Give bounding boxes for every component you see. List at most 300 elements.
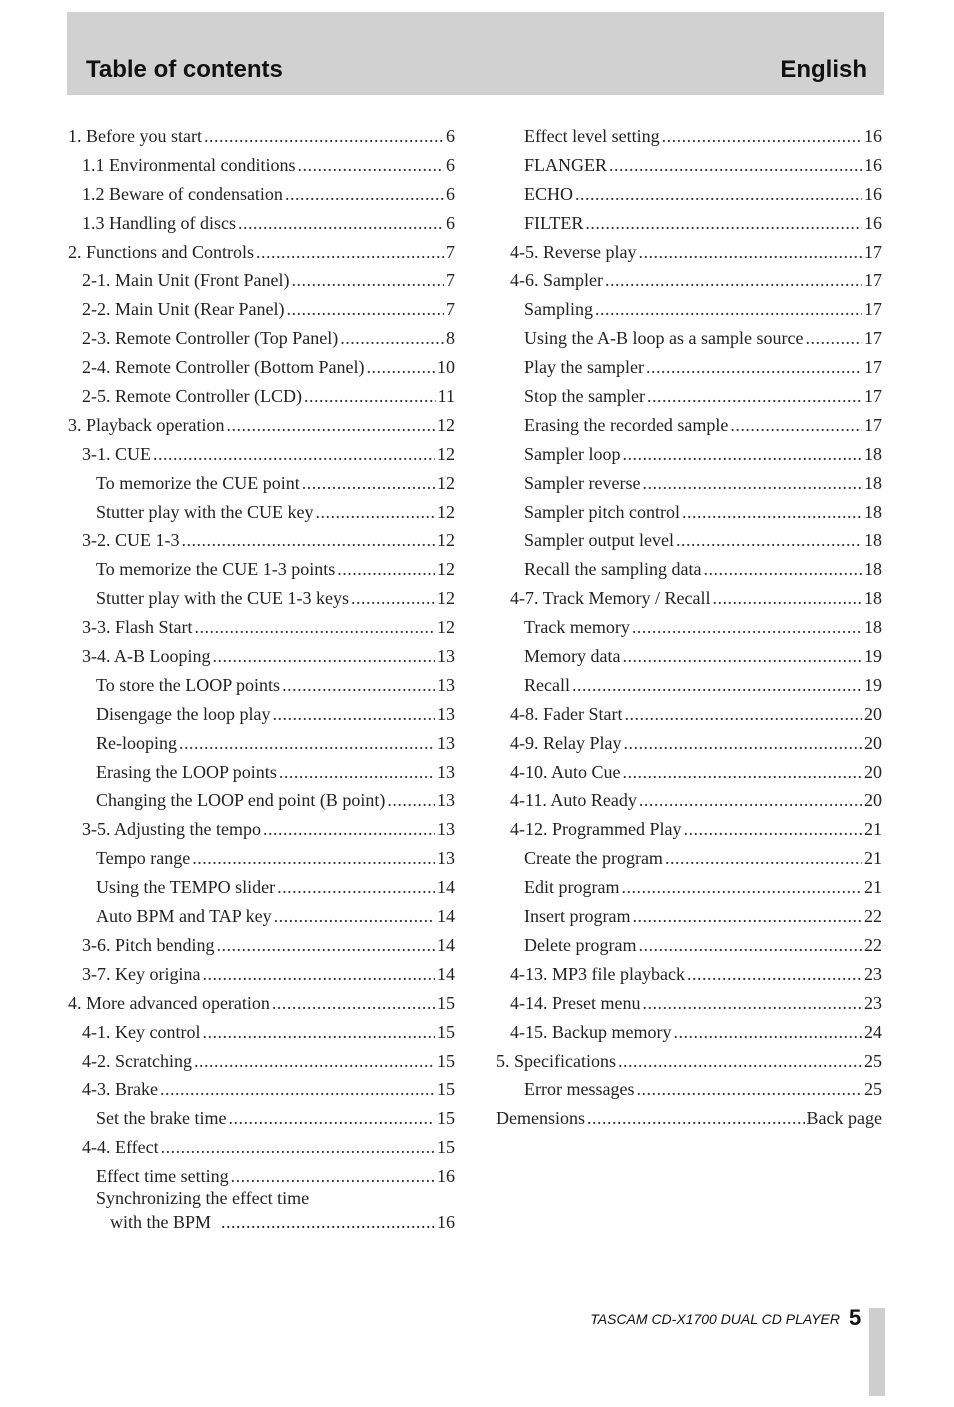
toc-entry-title: 1.3 Handling of discs	[82, 212, 236, 233]
toc-entry[interactable]	[496, 151, 882, 180]
toc-entry-page: 17	[864, 414, 882, 435]
toc-entry[interactable]	[496, 989, 882, 1018]
toc-entry[interactable]	[496, 931, 882, 960]
dot-leader	[366, 353, 435, 382]
toc-entry[interactable]	[68, 353, 455, 382]
toc-entry-page: 17	[864, 270, 882, 291]
toc-entry[interactable]	[496, 209, 882, 238]
toc-entry-title: 4-1. Key control	[82, 1021, 201, 1042]
toc-entry-title: Re-looping	[96, 732, 177, 753]
toc-entry-page: 20	[864, 790, 882, 811]
toc-entry-title: To memorize the CUE point	[96, 472, 300, 493]
toc-entry-title: Changing the LOOP end point (B point)	[96, 790, 386, 811]
toc-entry-page: 12	[437, 559, 455, 580]
toc-entry-title: Disengage the loop play	[96, 703, 271, 724]
dot-leader	[636, 1075, 862, 1104]
toc-entry-page: 14	[437, 877, 455, 898]
footer-product-name: TASCAM CD-X1700 DUAL CD PLAYER	[590, 1311, 840, 1327]
toc-entry-page: 22	[864, 906, 882, 927]
toc-entry-page: 13	[437, 646, 455, 667]
toc-entry-page: 13	[437, 732, 455, 753]
toc-entry[interactable]	[496, 555, 882, 584]
toc-entry-title: Stop the sampler	[524, 386, 645, 407]
toc-entry-page: 20	[864, 703, 882, 724]
dot-leader	[623, 729, 862, 758]
toc-entry-page: 16	[864, 154, 882, 175]
dot-leader	[351, 584, 435, 613]
toc-entry[interactable]	[496, 1018, 882, 1047]
dot-leader	[642, 469, 862, 498]
toc-entry-page: 13	[437, 848, 455, 869]
toc-entry-title: Demensions	[496, 1108, 585, 1129]
dot-leader	[202, 960, 435, 989]
toc-entry-page: 17	[864, 357, 882, 378]
toc-entry-page: 16	[864, 212, 882, 233]
toc-entry-title: 4. More advanced operation	[68, 992, 270, 1013]
toc-entry[interactable]	[496, 729, 882, 758]
dot-leader	[623, 440, 863, 469]
toc-entry-title: 4-10. Auto Cue	[510, 761, 621, 782]
toc-entry[interactable]	[496, 758, 882, 787]
dot-leader	[575, 180, 862, 209]
toc-entry-title: Erasing the recorded sample	[524, 414, 729, 435]
toc-entry-title: 1.2 Beware of condensation	[82, 183, 283, 204]
toc-entry-title: 4-8. Fader Start	[510, 703, 623, 724]
toc-entry-title: 4-2. Scratching	[82, 1050, 192, 1071]
header-bar	[67, 12, 884, 95]
toc-entry-page: 13	[437, 819, 455, 840]
dot-leader	[272, 700, 435, 729]
toc-entry-page: 16	[437, 1166, 455, 1187]
dot-leader	[623, 758, 863, 787]
toc-entry-page: 16	[437, 1211, 455, 1232]
toc-entry-title: Sampler output level	[524, 530, 674, 551]
toc-entry-page: 15	[437, 1079, 455, 1100]
toc-entry[interactable]	[68, 1133, 455, 1162]
dot-leader	[646, 353, 862, 382]
dot-leader	[213, 642, 436, 671]
dot-leader	[179, 729, 435, 758]
toc-entry-page: 21	[864, 819, 882, 840]
toc-entry[interactable]	[68, 729, 455, 758]
toc-entry-title: 1.1 Environmental conditions	[82, 154, 296, 175]
toc-entry-page: 18	[864, 443, 882, 464]
toc-entry-title: 3-6. Pitch bending	[82, 934, 215, 955]
toc-entry-page: 23	[864, 963, 882, 984]
toc-entry-title: Create the program	[524, 848, 663, 869]
toc-entry-page: 13	[437, 703, 455, 724]
toc-entry-page: 21	[864, 877, 882, 898]
toc-entry-title: Recall the sampling data	[524, 559, 702, 580]
dot-leader	[226, 411, 435, 440]
dot-leader	[683, 815, 862, 844]
toc-entry-page: 18	[864, 588, 882, 609]
toc-entry-page: 24	[864, 1021, 882, 1042]
dot-leader	[297, 151, 444, 180]
toc-entry[interactable]	[68, 671, 455, 700]
toc-entry-title: Edit program	[524, 877, 620, 898]
page-number: 5	[849, 1305, 862, 1330]
toc-entry-title: 3-2. CUE 1-3	[82, 530, 180, 551]
toc-entry-page: 21	[864, 848, 882, 869]
toc-entry[interactable]	[68, 786, 455, 815]
dot-leader	[238, 209, 444, 238]
dot-leader	[632, 902, 862, 931]
toc-entry[interactable]	[68, 180, 455, 209]
toc-entry-title: 3. Playback operation	[68, 414, 225, 435]
toc-entry-title: 4-3. Brake	[82, 1079, 158, 1100]
toc-entry-line	[68, 1209, 455, 1235]
toc-entry[interactable]	[496, 815, 882, 844]
toc-entry-title: 4-7. Track Memory / Recall	[510, 588, 711, 609]
toc-entry-title: 1. Before you start	[68, 126, 202, 146]
toc-entry[interactable]	[68, 295, 455, 324]
dot-leader	[572, 671, 862, 700]
toc-entry-title: FLANGER	[524, 154, 608, 175]
dot-leader	[621, 873, 862, 902]
dot-leader	[263, 815, 435, 844]
toc-entry-title: Stutter play with the CUE 1-3 keys	[96, 588, 349, 609]
toc-entry-title: 3-7. Key origina	[82, 963, 201, 984]
toc-entry-title: 2-4. Remote Controller (Bottom Panel)	[82, 357, 365, 378]
toc-entry[interactable]	[496, 613, 882, 642]
dot-leader	[302, 469, 435, 498]
toc-entry-title: 4-6. Sampler	[510, 270, 603, 291]
dot-leader	[182, 526, 436, 555]
toc-entry[interactable]	[68, 844, 455, 873]
toc-entry-page: Back page	[806, 1108, 882, 1129]
toc-entry[interactable]	[68, 122, 455, 151]
toc-entry-page: 12	[437, 501, 455, 522]
toc-entry-page: 15	[437, 1137, 455, 1158]
dot-leader	[639, 786, 862, 815]
toc-entry-page: 12	[437, 472, 455, 493]
dot-leader	[624, 700, 862, 729]
dot-leader	[277, 873, 435, 902]
toc-entry[interactable]	[496, 266, 882, 295]
dot-leader	[286, 295, 444, 324]
dot-leader	[665, 844, 862, 873]
dot-leader	[204, 122, 444, 151]
toc-entry-title: 3-1. CUE	[82, 443, 151, 464]
toc-entry[interactable]	[496, 382, 882, 411]
toc-entry-title: FILTER	[524, 212, 584, 233]
dot-leader	[387, 786, 435, 815]
toc-entry[interactable]	[68, 498, 455, 527]
dot-leader	[192, 844, 435, 873]
dot-leader	[703, 555, 862, 584]
toc-entry[interactable]	[496, 786, 882, 815]
dot-leader	[153, 440, 435, 469]
toc-entry-title: 2-5. Remote Controller (LCD)	[82, 386, 302, 407]
dot-leader	[587, 1104, 805, 1133]
toc-entry-page: 12	[437, 414, 455, 435]
toc-entry[interactable]	[496, 238, 882, 267]
toc-entry-multiline[interactable]	[68, 1187, 455, 1235]
toc-entry-title: Set the brake time	[96, 1108, 227, 1129]
toc-entry[interactable]	[68, 382, 455, 411]
toc-entry[interactable]	[68, 526, 455, 555]
dot-leader	[682, 498, 862, 527]
toc-entry-page: 18	[864, 617, 882, 638]
dot-leader	[585, 209, 862, 238]
toc-entry-page: 17	[864, 299, 882, 320]
toc-entry-title: Insert program	[524, 906, 631, 927]
toc-entry[interactable]	[68, 700, 455, 729]
dot-leader	[279, 758, 435, 787]
toc-entry-title: 2-3. Remote Controller (Top Panel)	[82, 328, 339, 349]
dot-leader	[340, 324, 444, 353]
dot-leader	[805, 324, 862, 353]
toc-entry[interactable]	[68, 411, 455, 440]
toc-entry-title: 4-5. Reverse play	[510, 241, 637, 262]
toc-entry[interactable]	[496, 1075, 882, 1104]
toc-entry-title: ECHO	[524, 183, 573, 204]
toc-entry-page: 12	[437, 530, 455, 551]
toc-entry[interactable]	[68, 989, 455, 1018]
dot-leader	[315, 498, 435, 527]
toc-entry[interactable]	[496, 1104, 882, 1133]
toc-entry[interactable]	[496, 1047, 882, 1076]
dot-leader	[618, 1047, 862, 1076]
toc-entry-page: 22	[864, 934, 882, 955]
toc-entry[interactable]	[68, 324, 455, 353]
dot-leader	[622, 642, 862, 671]
dot-leader	[202, 1018, 435, 1047]
toc-entry-title: Effect level setting	[524, 126, 660, 146]
dot-leader	[638, 931, 862, 960]
toc-entry[interactable]	[496, 353, 882, 382]
toc-entry-page: 13	[437, 674, 455, 695]
dot-leader	[642, 989, 862, 1018]
dot-leader	[160, 1075, 435, 1104]
toc-entry-page: 11	[437, 386, 455, 407]
toc-entry-page: 14	[437, 934, 455, 955]
toc-entry[interactable]	[496, 469, 882, 498]
dot-leader	[304, 382, 436, 411]
toc-entry[interactable]	[496, 295, 882, 324]
toc-entry-title: Track memory	[524, 617, 630, 638]
toc-entry-title: Auto BPM and TAP key	[96, 906, 272, 927]
toc-entry-title: 2. Functions and Controls	[68, 241, 255, 262]
toc-entry[interactable]	[68, 758, 455, 787]
toc-entry-page: 20	[864, 732, 882, 753]
toc-entry-page: 18	[864, 501, 882, 522]
toc-entry-title: 4-4. Effect	[82, 1137, 159, 1158]
toc-entry-page: 15	[437, 1050, 455, 1071]
dot-leader	[228, 1104, 435, 1133]
dot-leader	[647, 382, 862, 411]
dot-leader	[730, 411, 862, 440]
dot-leader	[217, 931, 436, 960]
toc-entry[interactable]	[68, 440, 455, 469]
page-title: Table of contents	[86, 56, 283, 83]
toc-entry[interactable]	[496, 180, 882, 209]
toc-entry-page: 19	[864, 674, 882, 695]
toc-entry[interactable]	[496, 526, 882, 555]
toc-entry-page: 17	[864, 328, 882, 349]
dot-leader	[291, 266, 444, 295]
toc-entry-title-continued: with the BPM	[110, 1211, 212, 1232]
toc-entry[interactable]	[496, 122, 882, 151]
toc-entry-page: 15	[437, 1108, 455, 1129]
toc-entry[interactable]	[68, 1075, 455, 1104]
toc-entry-page: 7	[446, 241, 455, 262]
toc-entry-title: 4-15. Backup memory	[510, 1021, 672, 1042]
toc-entry-page: 25	[864, 1050, 882, 1071]
toc-entry-page: 10	[437, 357, 455, 378]
dot-leader	[662, 122, 862, 151]
toc-entry[interactable]	[68, 960, 455, 989]
toc-entry-title: 3-4. A-B Looping	[82, 646, 211, 667]
toc-entry-page: 12	[437, 617, 455, 638]
toc-entry-title: To store the LOOP points	[96, 674, 281, 695]
toc-entry-page: 6	[446, 212, 455, 233]
dot-leader	[161, 1133, 435, 1162]
toc-entry-title: 4-9. Relay Play	[510, 732, 622, 753]
toc-entry[interactable]	[68, 209, 455, 238]
page-edge-tab	[869, 1308, 885, 1396]
dot-leader	[712, 584, 862, 613]
dot-leader	[272, 989, 435, 1018]
language-label: English	[780, 56, 867, 83]
toc-entry[interactable]	[68, 873, 455, 902]
toc-entry-page: 13	[437, 761, 455, 782]
toc-entry-title: Tempo range	[96, 848, 191, 869]
toc-entry-title: Erasing the LOOP points	[96, 761, 277, 782]
toc-entry-page: 17	[864, 386, 882, 407]
dot-leader	[638, 238, 862, 267]
dot-leader	[609, 151, 862, 180]
toc-entry-page: 12	[437, 443, 455, 464]
dot-leader	[687, 960, 862, 989]
toc-entry[interactable]	[68, 266, 455, 295]
toc-entry-page: 18	[864, 472, 882, 493]
toc-entry[interactable]	[496, 844, 882, 873]
toc-entry[interactable]	[496, 700, 882, 729]
toc-entry-page: 15	[437, 1021, 455, 1042]
dot-leader	[282, 671, 435, 700]
toc-entry-page: 12	[437, 588, 455, 609]
toc-entry[interactable]	[496, 324, 882, 353]
toc-entry[interactable]	[496, 902, 882, 931]
toc-entry[interactable]	[68, 815, 455, 844]
toc-entry[interactable]	[496, 440, 882, 469]
toc-entry-title: Recall	[524, 674, 570, 695]
toc-entry-title: Stutter play with the CUE key	[96, 501, 314, 522]
toc-entry-page: 15	[437, 992, 455, 1013]
toc-entry-title: Sampler reverse	[524, 472, 641, 493]
toc-entry-title: 4-13. MP3 file playback	[510, 963, 685, 984]
toc-entry[interactable]	[68, 613, 455, 642]
toc-entry-page: 6	[446, 183, 455, 204]
toc-entry[interactable]	[68, 642, 455, 671]
toc-entry-page: 13	[437, 790, 455, 811]
toc-entry[interactable]	[68, 1104, 455, 1133]
toc-entry-title: 3-5. Adjusting the tempo	[82, 819, 261, 840]
toc-entry[interactable]	[496, 960, 882, 989]
toc-entry-page: 16	[864, 126, 882, 146]
toc-entry-page: 18	[864, 530, 882, 551]
toc-entry-title: Using the A-B loop as a sample source	[524, 328, 804, 349]
toc-column-right	[496, 122, 882, 1133]
toc-entry-title: Sampling	[524, 299, 594, 320]
toc-entry-page: 17	[864, 241, 882, 262]
toc-entry[interactable]	[68, 238, 455, 267]
toc-entry-page: 20	[864, 761, 882, 782]
toc-entry-title: 4-12. Programmed Play	[510, 819, 682, 840]
toc-entry[interactable]	[68, 151, 455, 180]
toc-entry-title: 4-11. Auto Ready	[510, 790, 637, 811]
toc-entry[interactable]	[68, 1018, 455, 1047]
dot-leader	[595, 295, 862, 324]
toc-entry[interactable]	[496, 873, 882, 902]
toc-entry-page: 23	[864, 992, 882, 1013]
toc-entry-page: 7	[446, 299, 455, 320]
toc-entry-page: 16	[864, 183, 882, 204]
toc-entry[interactable]	[68, 584, 455, 613]
toc-column-left	[68, 122, 455, 1235]
toc-entry-page: 18	[864, 559, 882, 580]
dot-leader	[337, 555, 435, 584]
toc-entry-page: 25	[864, 1079, 882, 1100]
toc-entry[interactable]	[68, 555, 455, 584]
toc-entry[interactable]	[496, 411, 882, 440]
dot-leader	[195, 613, 436, 642]
dot-leader	[221, 1209, 435, 1235]
toc-entry-title: Sampler loop	[524, 443, 621, 464]
toc-entry-page: 7	[446, 270, 455, 291]
toc-entry-page: 8	[446, 328, 455, 349]
dot-leader	[256, 238, 444, 267]
toc-entry[interactable]	[68, 902, 455, 931]
dot-leader	[676, 526, 862, 555]
toc-entry-title: Error messages	[524, 1079, 635, 1100]
dot-leader	[274, 902, 435, 931]
toc-entry-title: 4-14. Preset menu	[510, 992, 641, 1013]
toc-entry-page: 6	[446, 126, 455, 146]
toc-entry[interactable]	[68, 1047, 455, 1076]
toc-entry-title: Effect time setting	[96, 1166, 229, 1187]
toc-entry-title: 3-3. Flash Start	[82, 617, 193, 638]
toc-entry-title: 5. Specifications	[496, 1050, 616, 1071]
toc-entry[interactable]	[496, 642, 882, 671]
toc-entry-title: Memory data	[524, 646, 621, 667]
dot-leader	[285, 180, 444, 209]
dot-leader	[605, 266, 862, 295]
toc-entry-page: 14	[437, 906, 455, 927]
toc-entry[interactable]	[496, 584, 882, 613]
toc-entry-title: 2-1. Main Unit (Front Panel)	[82, 270, 290, 291]
toc-entry-title: Play the sampler	[524, 357, 644, 378]
toc-entry-page: 19	[864, 646, 882, 667]
toc-entry-title: To memorize the CUE 1-3 points	[96, 559, 336, 580]
toc-entry-title: 2-2. Main Unit (Rear Panel)	[82, 299, 285, 320]
toc-entry-page: 14	[437, 963, 455, 984]
toc-entry[interactable]	[68, 931, 455, 960]
toc-entry-title: Delete program	[524, 934, 637, 955]
toc-entry[interactable]	[68, 469, 455, 498]
toc-entry-page: 6	[446, 154, 455, 175]
dot-leader	[194, 1047, 435, 1076]
toc-entry[interactable]	[496, 671, 882, 700]
dot-leader	[632, 613, 862, 642]
dot-leader	[673, 1018, 862, 1047]
toc-entry-title: Sampler pitch control	[524, 501, 680, 522]
toc-entry-title: Synchronizing the effect time	[96, 1187, 310, 1208]
toc-entry[interactable]	[496, 498, 882, 527]
toc-entry-title: Using the TEMPO slider	[96, 877, 276, 898]
